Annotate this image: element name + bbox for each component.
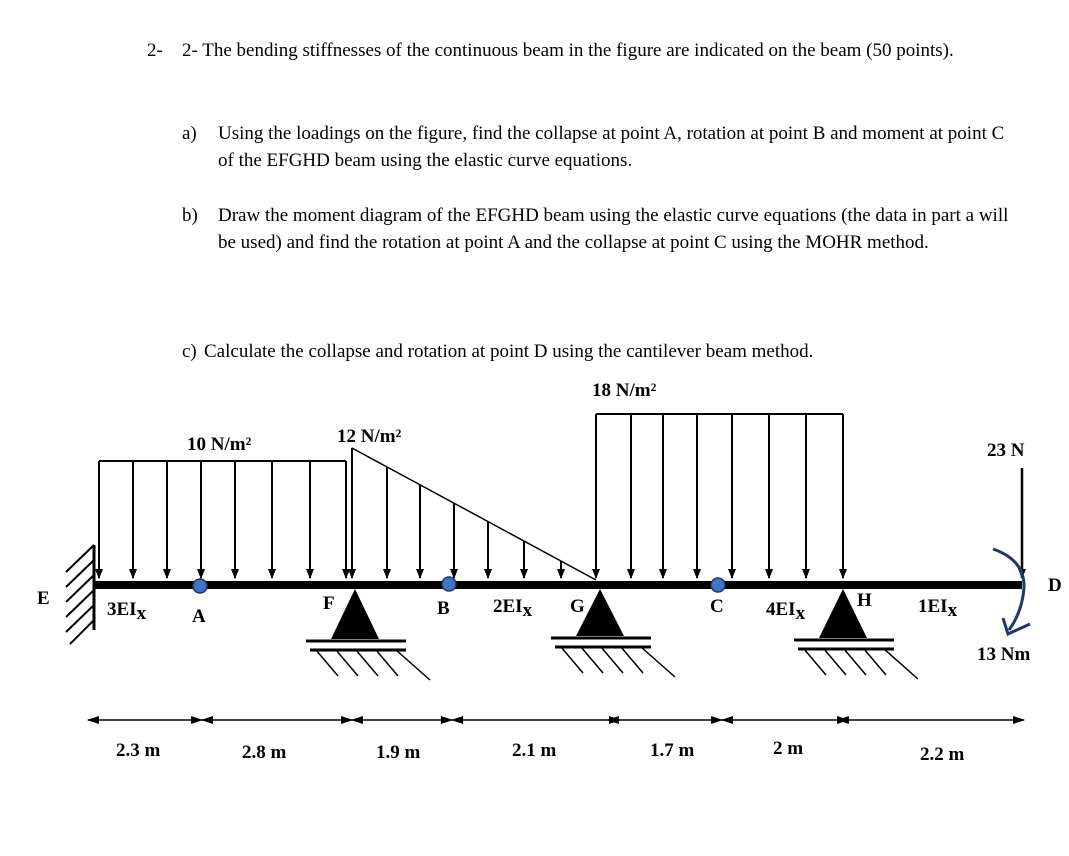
part-b-text: Draw the moment diagram of the EFGHD beam using the elastic curve equations (the data in part a will be used) and find the rotation at point A and the collapse at point C using the MOHR method. bbox=[218, 205, 1009, 253]
label-b: B bbox=[437, 598, 450, 619]
moment-label: 13 Nm bbox=[977, 644, 1031, 665]
point-b-marker bbox=[442, 577, 456, 591]
label-g: G bbox=[570, 596, 585, 617]
dimension-7: 2.2 m bbox=[920, 744, 965, 765]
part-c-text: Calculate the collapse and rotation at point D using the cantilever beam method. bbox=[204, 341, 814, 362]
stiffness-hd: 1EIx bbox=[918, 596, 958, 621]
question-text: 2- The bending stiffnesses of the continuous beam in the figure are indicated on the beam (50 points). bbox=[182, 40, 954, 61]
udl-left bbox=[99, 461, 346, 578]
fixed-support-e bbox=[66, 545, 94, 644]
dimension-4: 2.1 m bbox=[512, 740, 557, 761]
label-f: F bbox=[323, 593, 335, 614]
moment-arrow bbox=[993, 549, 1024, 630]
triangular-load-label: 12 N/m² bbox=[337, 426, 402, 447]
point-c-marker bbox=[711, 578, 725, 592]
label-e: E bbox=[37, 588, 50, 609]
question-number: 2- bbox=[147, 40, 163, 61]
label-c: C bbox=[710, 596, 724, 617]
point-load-label: 23 N bbox=[987, 440, 1025, 461]
dimension-5: 1.7 m bbox=[650, 740, 695, 761]
dimension-3: 1.9 m bbox=[376, 742, 421, 763]
dimension-6: 2 m bbox=[773, 738, 804, 759]
label-d: D bbox=[1048, 575, 1062, 596]
part-a-text: Using the loadings on the figure, find the collapse at point A, rotation at point B and moment at point C of the EFGHD beam using the elastic curve equations. bbox=[218, 123, 1005, 171]
triangular-load bbox=[352, 448, 596, 580]
label-h: H bbox=[857, 590, 872, 611]
beam bbox=[94, 581, 1022, 589]
udl-right bbox=[596, 414, 843, 578]
pin-support-h bbox=[794, 589, 918, 679]
udl-left-label: 10 N/m² bbox=[187, 434, 252, 455]
stiffness-fg: 2EIx bbox=[493, 596, 533, 621]
dimension-2: 2.8 m bbox=[242, 742, 287, 763]
part-a-label: a) bbox=[182, 123, 197, 144]
stiffness-ef: 3EIx bbox=[107, 599, 147, 624]
label-a: A bbox=[192, 606, 206, 627]
point-a-marker bbox=[193, 579, 207, 593]
part-c-label: c) bbox=[182, 341, 197, 362]
udl-right-label: 18 N/m² bbox=[592, 380, 657, 401]
dimension-1: 2.3 m bbox=[116, 740, 161, 761]
stiffness-gh: 4EIx bbox=[766, 599, 806, 624]
part-b-label: b) bbox=[182, 205, 198, 226]
